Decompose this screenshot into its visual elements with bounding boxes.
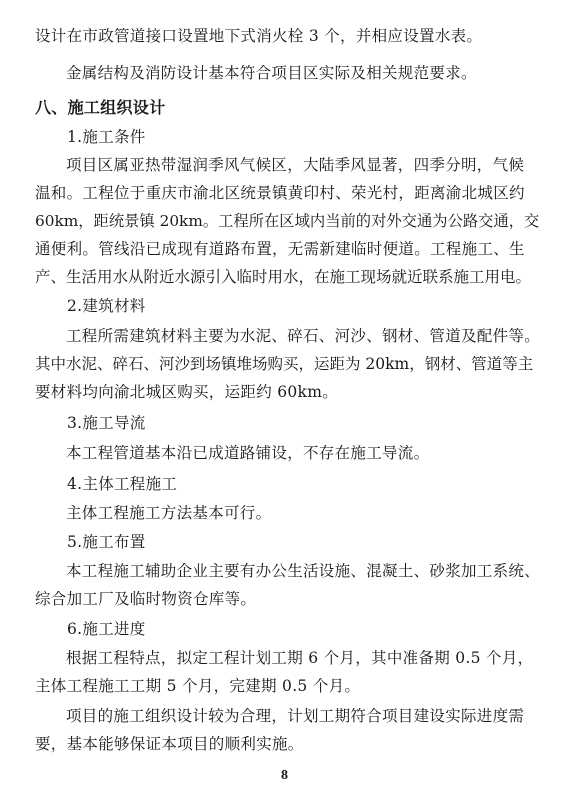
text-line: 60km，距统景镇 20km。工程所在区域内当前的对外交通为公路交通，交 bbox=[35, 212, 540, 230]
text-line: 要，基本能够保证本项目的顺利实施。 bbox=[35, 735, 304, 753]
page-number: 8 bbox=[281, 768, 288, 783]
text-line: 产、生活用水从附近水源引入临时用水，在施工现场就近联系施工用电。 bbox=[35, 268, 532, 286]
text-line: 综合加工厂及临时物资仓库等。 bbox=[35, 590, 257, 608]
text-line: 主体工程施工工期 5 个月，完建期 0.5 个月。 bbox=[35, 677, 361, 695]
text-line: 设计在市政管道接口设置地下式消火栓 3 个，并相应设置水表。 bbox=[35, 27, 483, 45]
text-line: 主体工程施工方法基本可行。 bbox=[66, 504, 272, 522]
text-line: 通便利。管线沿已成现有道路布置，无需新建临时便道。工程施工、生 bbox=[35, 240, 525, 258]
text-line: 温和。工程位于重庆市渝北区统景镇黄印村、荣光村，距离渝北城区约 bbox=[35, 184, 525, 202]
subsection-heading: 5.施工布置 bbox=[67, 533, 146, 551]
subsection-heading: 3.施工导流 bbox=[67, 414, 146, 432]
text-line: 项目的施工组织设计较为合理，计划工期符合项目建设实际进度需 bbox=[66, 707, 525, 725]
text-line: 要材料均向渝北城区购买，运距约 60km。 bbox=[35, 383, 339, 401]
text-line: 本工程管道基本沿已成道路铺设，不存在施工导流。 bbox=[66, 444, 430, 462]
subsection-heading: 6.施工进度 bbox=[67, 620, 146, 638]
subsection-heading: 2.建筑材料 bbox=[67, 297, 146, 315]
text-line: 根据工程特点，拟定工程计划工期 6 个月，其中准备期 0.5 个月， bbox=[66, 649, 534, 667]
text-line: 其中水泥、碎石、河沙到场镇堆场购买，运距为 20km，钢材、管道等主 bbox=[35, 355, 534, 373]
text-line: 项目区属亚热带湿润季风气候区，大陆季风显著，四季分明，气候 bbox=[66, 156, 525, 174]
text-line: 本工程施工辅助企业主要有办公生活设施、混凝土、砂浆加工系统、 bbox=[66, 562, 541, 580]
section-heading: 八、施工组织设计 bbox=[35, 98, 166, 117]
text-line: 工程所需建筑材料主要为水泥、碎石、河沙、钢材、管道及配件等。 bbox=[66, 327, 541, 345]
subsection-heading: 4.主体工程施工 bbox=[67, 475, 178, 493]
subsection-heading: 1.施工条件 bbox=[67, 128, 146, 146]
text-line: 金属结构及消防设计基本符合项目区实际及相关规范要求。 bbox=[66, 64, 477, 82]
